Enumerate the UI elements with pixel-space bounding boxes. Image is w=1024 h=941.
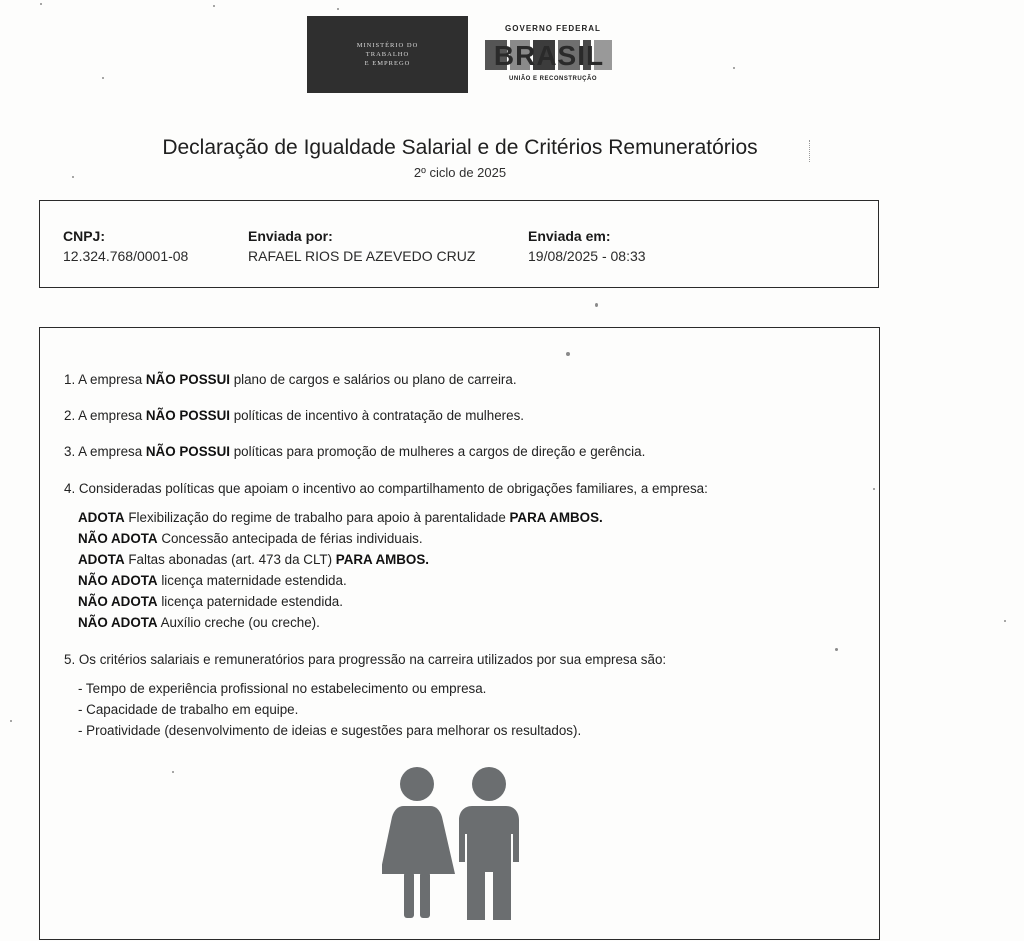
item-3-text-end: políticas para promoção de mulheres a cargos de direção e gerência.: [229, 444, 646, 459]
policy-text: Auxílio creche (ou creche).: [157, 615, 320, 630]
cnpj-label: CNPJ:: [63, 228, 106, 244]
policy-row: [78, 594, 343, 609]
item-2: [64, 408, 524, 423]
policy-text: Concessão antecipada de férias individuais.: [157, 531, 423, 546]
policy-status: NÃO ADOTA: [78, 615, 158, 630]
policy-row: [78, 552, 429, 567]
ministry-logo: [307, 16, 468, 93]
brasil-wordmark: [482, 37, 616, 73]
ministry-logo-line: E EMPREGO: [364, 60, 411, 67]
item-2-status: NÃO POSSUI: [145, 408, 230, 423]
page-subtitle: 2º ciclo de 2025: [413, 165, 507, 180]
criteria-item: - Capacidade de trabalho em equipe.: [78, 702, 299, 717]
gov-logo-bottom-text: UNIÃO E RECONSTRUÇÃO: [508, 76, 597, 82]
policy-status: ADOTA: [78, 552, 125, 567]
date-label: Enviada em:: [528, 228, 611, 244]
page-title: Declaração de Igualdade Salarial e de Critérios Remuneratórios: [162, 136, 758, 159]
policy-row: [78, 531, 423, 546]
sender-value: RAFAEL RIOS DE AZEVEDO CRUZ: [248, 248, 476, 264]
sender-label: Enviada por:: [248, 228, 333, 244]
item-2-text-end: políticas de incentivo à contratação de mulheres.: [229, 408, 524, 423]
policy-row: [78, 615, 320, 630]
ministry-logo-line: MINISTÉRIO DO: [356, 42, 419, 49]
policy-row: [78, 573, 347, 588]
policy-scope: PARA AMBOS.: [335, 552, 430, 567]
item-1: [64, 372, 517, 387]
item-1-status: NÃO POSSUI: [145, 372, 230, 387]
ministry-logo-line: TRABALHO: [365, 51, 410, 58]
policy-status: NÃO ADOTA: [78, 594, 158, 609]
policy-status: NÃO ADOTA: [78, 531, 158, 546]
date-field: [528, 228, 646, 264]
policy-text: licença maternidade estendida.: [157, 573, 347, 588]
item-1-text: 1. A empresa: [64, 372, 146, 387]
policy-status: ADOTA: [78, 510, 125, 525]
declaration-box: [39, 327, 880, 940]
policy-row: [78, 510, 603, 525]
date-value: 19/08/2025 - 08:33: [528, 248, 646, 264]
policy-text: licença paternidade estendida.: [157, 594, 343, 609]
sender-field: [248, 228, 475, 264]
submission-info-box: [39, 200, 879, 288]
government-logo: [478, 22, 618, 88]
item-3-status: NÃO POSSUI: [145, 444, 230, 459]
policy-text: Faltas abonadas (art. 473 da CLT): [124, 552, 336, 567]
scan-mark: [803, 140, 810, 162]
item-2-text: 2. A empresa: [64, 408, 146, 423]
item-4: 4. Consideradas políticas que apoiam o incentivo ao compartilhamento de obrigações familiares, a empresa:: [64, 481, 708, 496]
item-1-text-end: plano de cargos e salários ou plano de carreira.: [229, 372, 517, 387]
policy-scope: PARA AMBOS.: [509, 510, 603, 525]
item-3-text: 3. A empresa: [64, 444, 146, 459]
woman-man-icon: [382, 764, 524, 924]
item-3: [64, 444, 645, 459]
policy-text: Flexibilização do regime de trabalho para apoio à parentalidade: [124, 510, 510, 525]
brasil-wordmark-text: BRASIL: [493, 40, 605, 71]
item-5: 5. Os critérios salariais e remuneratórios para progressão na carreira utilizados por sua empresa são:: [64, 652, 667, 667]
cnpj-field: [63, 228, 188, 264]
cnpj-value: 12.324.768/0001-08: [63, 248, 189, 264]
gov-logo-top-text: GOVERNO FEDERAL: [505, 24, 601, 33]
criteria-item: - Proatividade (desenvolvimento de ideias e sugestões para melhorar os resultados).: [78, 723, 582, 738]
criteria-item: - Tempo de experiência profissional no estabelecimento ou empresa.: [78, 681, 487, 696]
policy-status: NÃO ADOTA: [78, 573, 158, 588]
